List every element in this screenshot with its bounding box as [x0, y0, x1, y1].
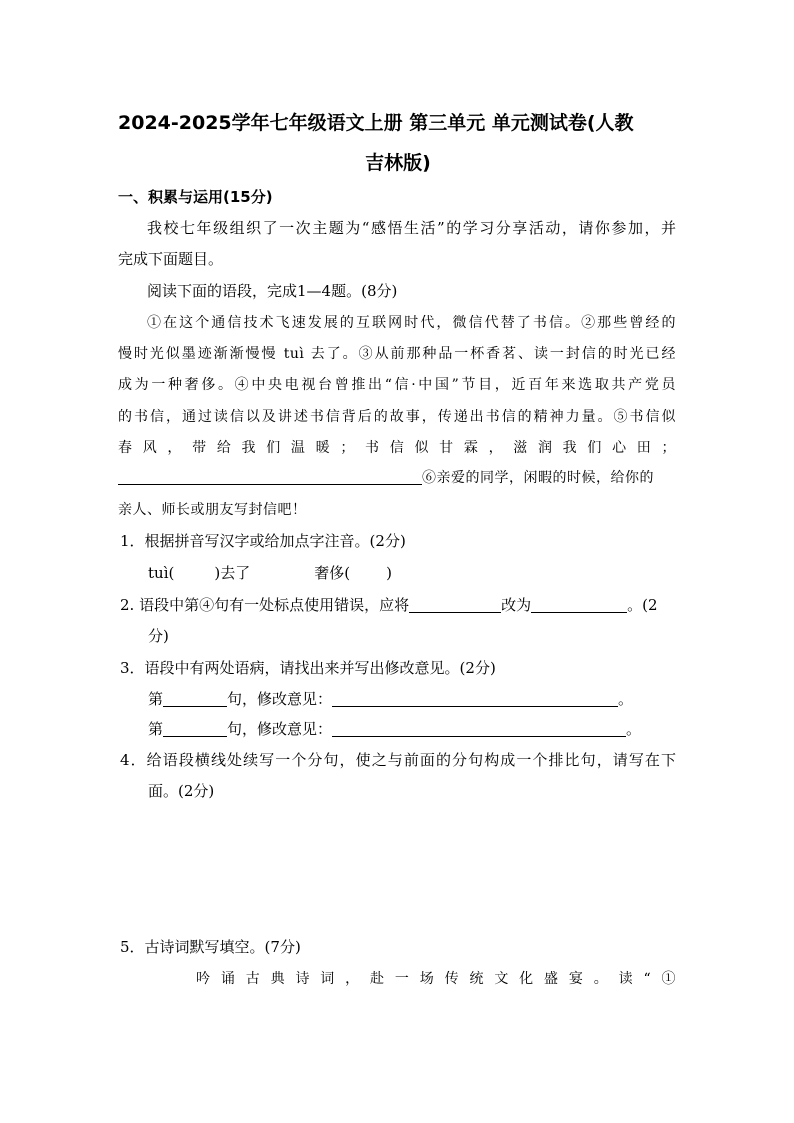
question-4: 4．给语段横线处续写一个分句，使之与前面的分句构成一个排比句，请写在下: [120, 751, 676, 769]
passage-line-5: 春风，带给我们温暖；书信似甘霖，滋润我们心田；: [118, 440, 676, 456]
q2-blank-1[interactable]: [409, 596, 501, 613]
question-1-items: [148, 562, 706, 583]
q1-close-1: )去了: [214, 564, 251, 582]
q2-blank-2[interactable]: [531, 596, 627, 613]
q3-row-2-sentence-blank[interactable]: [163, 720, 227, 737]
q3-row-1-advice-blank[interactable]: [332, 690, 618, 707]
passage-line-6-tail: ⑥亲爱的同学，闲暇的时候，给你的: [422, 470, 654, 486]
question-5-line-1: 吟诵古典诗词，赴一场传统文化盛宴。读“①: [196, 971, 676, 987]
section-heading: 一、积累与运用(15分): [118, 188, 273, 206]
passage-line-3: 成为一种奢侈。④中央电视台曾推出“信·中国”节目，近百年来选取共产党员: [118, 377, 676, 393]
question-5: 5．古诗词默写填空。(7分): [120, 938, 301, 956]
intro-line-1: 我校七年级组织了一次主题为“感悟生活”的学习分享活动，请你参加，并: [147, 219, 676, 237]
q3-row-1: [148, 688, 706, 709]
q2-text-b: 改为: [501, 596, 532, 614]
title-line-2: 吉林版): [365, 152, 431, 174]
q1-pinyin: tuì(: [148, 564, 175, 582]
passage-line-6: [118, 467, 676, 487]
page-title: [118, 103, 678, 183]
q2-text-c: 。(2: [627, 596, 658, 614]
q3-row-1-sentence-blank[interactable]: [163, 690, 227, 707]
q3-row-2-prefix: 第: [148, 720, 164, 738]
q3-row-1-prefix: 第: [148, 690, 164, 708]
q3-row-1-mid: 句，修改意见：: [227, 690, 333, 708]
q3-row-2-mid: 句，修改意见：: [227, 720, 333, 738]
q3-row-2-advice-blank[interactable]: [332, 720, 626, 737]
title-line-1: 2024-2025学年七年级语文上册 第三单元 单元测试卷(人教: [118, 112, 634, 134]
passage-answer-blank[interactable]: [118, 468, 422, 485]
passage-line-1: ①在这个通信技术飞速发展的互联网时代，微信代替了书信。②那些曾经的: [147, 315, 676, 331]
question-2-line-2: 分): [148, 627, 169, 645]
q3-row-2-end: 。: [626, 720, 642, 738]
question-3: 3．语段中有两处语病，请找出来并写出修改意见。(2分): [120, 659, 496, 677]
q1-close-2: ): [386, 564, 392, 582]
q2-text-a: 2. 语段中第④句有一处标点使用错误，应将: [120, 596, 410, 614]
passage-line-2: 慢时光似墨迹渐渐慢慢 tuì 去了。③从前那种品一杯香茗、读一封信的时光已经: [118, 346, 676, 362]
question-4-line-2: 面。(2分): [148, 782, 215, 800]
question-2: [120, 594, 678, 615]
question-1: 1．根据拼音写汉字或给加点字注音。(2分): [120, 532, 406, 550]
passage-line-4: 的书信，通过读信以及讲述书信背后的故事，传递出书信的精神力量。⑤书信似: [118, 409, 676, 425]
passage-line-7: 亲人、师长或朋友写封信吧！: [118, 502, 307, 518]
intro-line-2: 完成下面题目。: [118, 250, 224, 268]
q3-row-2: [148, 718, 706, 739]
reading-instruction: 阅读下面的语段，完成1—4题。(8分): [147, 282, 398, 300]
q3-row-1-end: 。: [618, 690, 634, 708]
q1-word: 奢侈(: [314, 564, 351, 582]
